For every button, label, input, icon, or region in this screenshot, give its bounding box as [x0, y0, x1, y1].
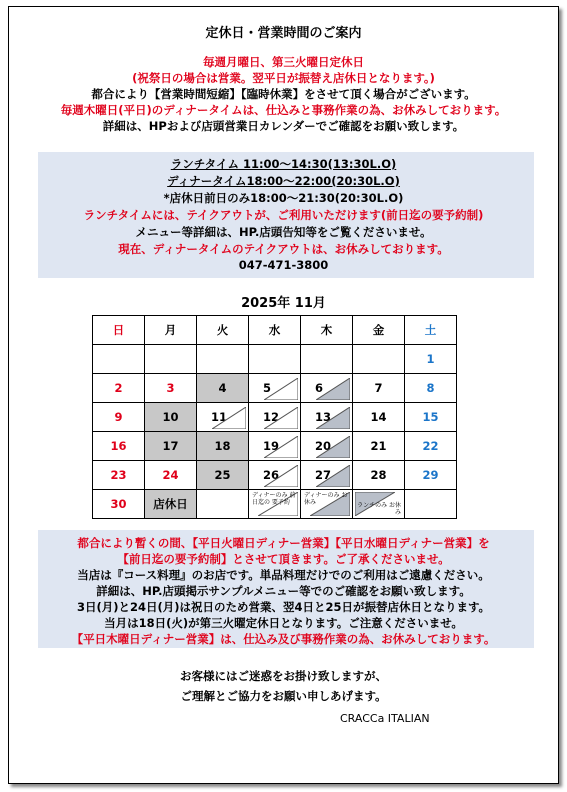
day-empty — [145, 345, 197, 374]
day-cell-dinner-reserve: 5 — [249, 374, 301, 403]
day-cell-dinner-closed: 27 — [301, 461, 353, 490]
closing-line-1: お客様にはご迷惑をお掛け致しますが、 — [180, 669, 387, 683]
day-cell: 14 — [353, 403, 405, 432]
day-empty — [353, 345, 405, 374]
notice-line-5: 3日(月)と24日(月)は祝日のため営業、翌4日と25日が振替店休日となります。 — [76, 600, 491, 614]
day-empty — [197, 345, 249, 374]
notice-line-6: 当月は18日(火)が第三火曜定休日となります。ご注意くださいませ。 — [104, 616, 463, 630]
notice-line-7: 【平日木曜日ディナー営業】は、仕込み及び事務作業の為、お休みしております。 — [71, 632, 496, 646]
menu-note: メニュー等詳細は、HP.店頭告知等をご覧くださいませ。 — [135, 225, 432, 239]
legend-dinner-closed: ディナーのみ お休み — [301, 490, 353, 519]
day-cell-closed: 25 — [197, 461, 249, 490]
page-title: 定休日・営業時間のご案内 — [205, 26, 362, 41]
shortened-hours-note: 都合により【営業時間短縮】【臨時休業】をさせて頂く場合がございます。 — [91, 87, 476, 101]
calendar-table — [92, 315, 457, 519]
weekday-tue: 火 — [197, 316, 249, 345]
day-empty — [93, 345, 145, 374]
weekday-wed: 水 — [249, 316, 301, 345]
legend-dinner-reserve: ディナーのみ 前日迄の 要予約 — [249, 490, 301, 519]
day-cell: 23 — [93, 461, 145, 490]
day-cell: 21 — [353, 432, 405, 461]
day-cell: 28 — [353, 461, 405, 490]
calendar-title: 2025年 11月 — [241, 296, 326, 311]
holiday-note: (祝祭日の場合は営業。翌平日が振替え店休日となります。) — [132, 71, 435, 85]
weekday-thu: 木 — [301, 316, 353, 345]
day-cell: 30 — [93, 490, 145, 519]
day-cell-dinner-closed: 20 — [301, 432, 353, 461]
day-cell: 22 — [405, 432, 457, 461]
day-cell-dinner-closed: 6 — [301, 374, 353, 403]
legend-lunch-closed: ランチのみ お休み — [353, 490, 405, 519]
day-empty — [301, 345, 353, 374]
weekday-sat: 土 — [405, 316, 457, 345]
notice-line-2: 【前日迄の要予約制】とさせて頂きます。ご了承くださいませ。 — [117, 552, 450, 566]
weekday-sun: 日 — [93, 316, 145, 345]
day-cell: 16 — [93, 432, 145, 461]
day-cell: 7 — [353, 374, 405, 403]
day-cell-dinner-reserve: 12 — [249, 403, 301, 432]
weekday-mon: 月 — [145, 316, 197, 345]
day-cell-dinner-reserve: 19 — [249, 432, 301, 461]
notice-line-4: 詳細は、HP.店頭掲示サンプルメニュー等でのご確認をお願い致します。 — [96, 584, 471, 598]
day-cell-closed: 17 — [145, 432, 197, 461]
day-cell: 9 — [93, 403, 145, 432]
day-cell-dinner-reserve: 26 — [249, 461, 301, 490]
day-cell-closed: 18 — [197, 432, 249, 461]
lunch-hours: ランチタイム 11:00～14:30(13:30L.O) — [170, 157, 397, 171]
thursday-dinner-note: 毎週木曜日(平日)のディナータイムは、仕込みと事務作業の為、お休みしております。 — [60, 103, 507, 117]
day-cell-closed: 10 — [145, 403, 197, 432]
details-note: 詳細は、HPおよび店頭営業日カレンダーでご確認をお願い致します。 — [102, 119, 465, 133]
day-cell-holiday: 24 — [145, 461, 197, 490]
day-cell-dinner-reserve: 11 — [197, 403, 249, 432]
eve-hours: *店休日前日のみ18:00～21:30(20:30L.O) — [163, 191, 404, 205]
legend-closed-day: 店休日 — [145, 490, 197, 519]
day-empty — [249, 345, 301, 374]
day-cell: 8 — [405, 374, 457, 403]
day-cell-closed: 4 — [197, 374, 249, 403]
day-cell: 1 — [405, 345, 457, 374]
phone-number: 047-471-3800 — [238, 258, 329, 272]
legend-empty — [197, 490, 249, 519]
notice-line-1: 都合により暫くの間、【平日火曜日ディナー営業】【平日水曜日ディナー営業】を — [77, 536, 490, 550]
day-cell-holiday: 3 — [145, 374, 197, 403]
day-cell: 15 — [405, 403, 457, 432]
takeout-note: ランチタイムには、テイクアウトが、ご利用いただけます(前日迄の要予約制) — [83, 208, 484, 222]
dinner-takeout-note: 現在、ディナータイムのテイクアウトは、お休みしております。 — [118, 242, 449, 256]
notice-line-3: 当店は『コース料理』のお店です。単品料理だけでのご利用はご遠慮ください。 — [77, 568, 490, 582]
day-cell: 2 — [93, 374, 145, 403]
day-cell: 29 — [405, 461, 457, 490]
weekday-fri: 金 — [353, 316, 405, 345]
dinner-hours: ディナータイム18:00～22:00(20:30L.O) — [167, 174, 400, 188]
closed-days-line: 毎週月曜日、第三火曜日定休日 — [203, 55, 364, 69]
closing-line-2: ご理解とご協力をお願い申しあげます。 — [180, 689, 387, 703]
day-cell-dinner-closed: 13 — [301, 403, 353, 432]
signature: CRACCa ITALIAN — [340, 712, 430, 725]
legend-empty — [405, 490, 457, 519]
